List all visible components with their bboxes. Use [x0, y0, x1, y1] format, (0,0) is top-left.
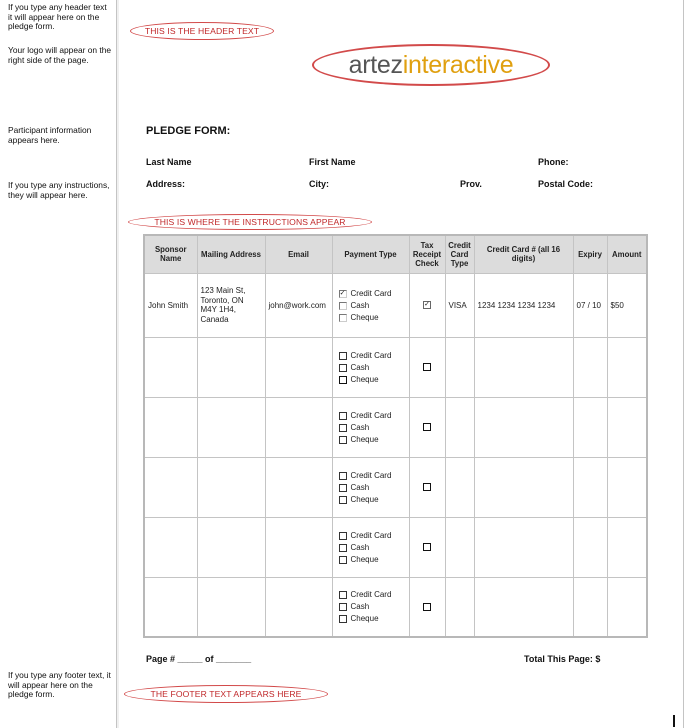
card-type-cell[interactable] — [445, 457, 474, 517]
header-note: If you type any header text it will appear here on the pledge form. — [8, 2, 107, 32]
phone-label: Phone: — [538, 157, 569, 167]
text-cursor — [673, 715, 675, 727]
sponsor-name-cell[interactable] — [144, 337, 197, 397]
pledge-table — [143, 234, 648, 638]
card-number-cell[interactable] — [474, 397, 573, 457]
footer-text-callout: THE FOOTER TEXT APPEARS HERE — [124, 685, 328, 703]
mailing-address-cell[interactable] — [197, 457, 265, 517]
tax-receipt-cell — [409, 273, 445, 337]
tax-receipt-checkbox[interactable] — [423, 363, 431, 371]
expiry-cell[interactable] — [573, 397, 607, 457]
mailing-address-cell[interactable] — [197, 337, 265, 397]
email-cell[interactable] — [265, 337, 332, 397]
payment-option-label: Cash — [350, 482, 370, 492]
payment-option-label: Credit Card — [350, 590, 392, 600]
email-cell[interactable] — [265, 577, 332, 637]
col-sponsor-name: Sponsor Name — [144, 235, 197, 273]
amount-cell: $50 — [607, 273, 647, 337]
expiry-cell[interactable] — [573, 517, 607, 577]
card-type-cell[interactable] — [445, 397, 474, 457]
payment-type-cell — [332, 273, 409, 337]
payment-option-label: Cash — [350, 602, 370, 612]
expiry-cell[interactable] — [573, 577, 607, 637]
logo-note: Your logo will appear on the right side of the page. — [8, 45, 112, 65]
card-number-cell[interactable] — [474, 457, 573, 517]
table-row — [144, 397, 647, 457]
cheque-checkbox[interactable] — [339, 376, 347, 384]
payment-option-label: Credit Card — [350, 410, 392, 420]
card-number-cell[interactable] — [474, 577, 573, 637]
card-type-cell[interactable] — [445, 337, 474, 397]
last-name-label: Last Name — [146, 157, 192, 167]
amount-cell[interactable] — [607, 397, 647, 457]
payment-option-label: Credit Card — [350, 530, 392, 540]
instructions-callout: THIS IS WHERE THE INSTRUCTIONS APPEAR — [128, 214, 372, 230]
payment-option-label: Cheque — [350, 494, 379, 504]
cash-checkbox[interactable] — [339, 364, 347, 372]
email-cell[interactable] — [265, 457, 332, 517]
cheque-checkbox[interactable] — [339, 496, 347, 504]
card-number-cell[interactable] — [474, 337, 573, 397]
table-row — [144, 577, 647, 637]
postal-code-label: Postal Code: — [538, 179, 594, 189]
expiry-cell[interactable] — [573, 457, 607, 517]
footer-note: If you type any footer text, it will appear here on the pledge form. — [8, 670, 111, 700]
cheque-checkbox[interactable] — [339, 436, 347, 444]
email-cell[interactable] — [265, 517, 332, 577]
tax-receipt-cell — [409, 397, 445, 457]
payment-option-label: Cash — [350, 362, 370, 372]
tax-receipt-checkbox[interactable] — [423, 423, 431, 431]
payment-option-label: Cheque — [350, 312, 379, 322]
page-number-label: Page # _____ of _______ — [146, 654, 252, 664]
col-expiry: Expiry — [573, 235, 607, 273]
payment-type-cell — [332, 457, 409, 517]
col-card-type: Credit Card Type — [445, 235, 474, 273]
email-cell: john@work.com — [265, 273, 332, 337]
col-payment-type: Payment Type — [332, 235, 409, 273]
payment-option-label: Cash — [350, 542, 370, 552]
card-type-cell: VISA — [445, 273, 474, 337]
cash-checkbox[interactable] — [339, 603, 347, 611]
sponsor-name-cell[interactable] — [144, 517, 197, 577]
cheque-checkbox[interactable] — [339, 314, 347, 322]
header-text-callout: THIS IS THE HEADER TEXT — [130, 22, 274, 40]
payment-option-label: Credit Card — [350, 288, 392, 298]
table-row — [144, 273, 647, 337]
card-number-cell: 1234 1234 1234 1234 — [474, 273, 573, 337]
payment-option-label: Credit Card — [350, 470, 392, 480]
logo-text-artez: artez — [348, 50, 403, 79]
tax-receipt-cell — [409, 577, 445, 637]
table-header-row — [144, 235, 647, 273]
col-amount: Amount — [607, 235, 647, 273]
credit-card-checkbox[interactable] — [339, 591, 347, 599]
col-mailing-address: Mailing Address — [197, 235, 265, 273]
payment-option-label: Credit Card — [350, 350, 392, 360]
tax-receipt-cell — [409, 517, 445, 577]
card-number-cell[interactable] — [474, 517, 573, 577]
cash-checkbox[interactable] — [339, 302, 347, 310]
payment-option-label: Cash — [350, 422, 370, 432]
mailing-address-cell[interactable] — [197, 397, 265, 457]
amount-cell[interactable] — [607, 457, 647, 517]
form-title: PLEDGE FORM: — [146, 125, 231, 137]
sponsor-name-cell[interactable] — [144, 577, 197, 637]
total-this-page-label: Total This Page: $ — [524, 654, 601, 664]
city-label: City: — [309, 179, 329, 189]
amount-cell[interactable] — [607, 517, 647, 577]
first-name-label: First Name — [309, 157, 356, 167]
col-email: Email — [265, 235, 332, 273]
card-type-cell[interactable] — [445, 517, 474, 577]
amount-cell[interactable] — [607, 577, 647, 637]
credit-card-checkbox[interactable] — [339, 532, 347, 540]
instructions-note: If you type any instructions, they will appear here. — [8, 180, 110, 200]
col-card-number: Credit Card # (all 16 digits) — [474, 235, 573, 273]
logo-text-interactive: interactive — [402, 50, 514, 79]
sponsor-name-cell: John Smith — [144, 273, 197, 337]
credit-card-checkbox[interactable] — [339, 412, 347, 420]
expiry-cell: 07 / 10 — [573, 273, 607, 337]
amount-cell[interactable] — [607, 337, 647, 397]
credit-card-checkbox[interactable]: ✓ — [339, 289, 346, 297]
payment-option-label: Cheque — [350, 434, 379, 444]
payment-option-label: Cheque — [350, 614, 379, 624]
payment-option-label: Cash — [350, 300, 370, 310]
logo — [312, 44, 550, 86]
credit-card-checkbox[interactable] — [339, 352, 347, 360]
tax-receipt-cell — [409, 337, 445, 397]
cash-checkbox[interactable] — [339, 544, 347, 552]
mailing-address-cell[interactable] — [197, 577, 265, 637]
cash-checkbox[interactable] — [339, 424, 347, 432]
payment-type-cell — [332, 397, 409, 457]
payment-option-label: Cheque — [350, 374, 379, 384]
participant-note: Participant information appears here. — [8, 125, 92, 145]
email-cell[interactable] — [265, 397, 332, 457]
payment-type-cell — [332, 337, 409, 397]
payment-type-cell — [332, 577, 409, 637]
cheque-checkbox[interactable] — [339, 556, 347, 564]
tax-receipt-checkbox[interactable] — [423, 603, 431, 611]
province-label: Prov. — [460, 179, 482, 189]
card-type-cell[interactable] — [445, 577, 474, 637]
sponsor-name-cell[interactable] — [144, 457, 197, 517]
table-row — [144, 337, 647, 397]
table-row — [144, 517, 647, 577]
mailing-address-cell: 123 Main St, Toronto, ON M4Y 1H4, Canada — [197, 273, 265, 337]
credit-card-checkbox[interactable] — [339, 472, 347, 480]
mailing-address-cell[interactable] — [197, 517, 265, 577]
address-label: Address: — [146, 179, 186, 189]
tax-receipt-checkbox[interactable] — [423, 483, 431, 491]
table-row — [144, 457, 647, 517]
payment-type-cell — [332, 517, 409, 577]
tax-receipt-checkbox[interactable]: ✓ — [424, 301, 430, 308]
col-tax-receipt: Tax Receipt Check — [409, 235, 445, 273]
expiry-cell[interactable] — [573, 337, 607, 397]
cheque-checkbox[interactable] — [339, 615, 347, 623]
tax-receipt-cell — [409, 457, 445, 517]
payment-option-label: Cheque — [350, 554, 379, 564]
sponsor-name-cell[interactable] — [144, 397, 197, 457]
tax-receipt-checkbox[interactable] — [423, 543, 431, 551]
cash-checkbox[interactable] — [339, 484, 347, 492]
